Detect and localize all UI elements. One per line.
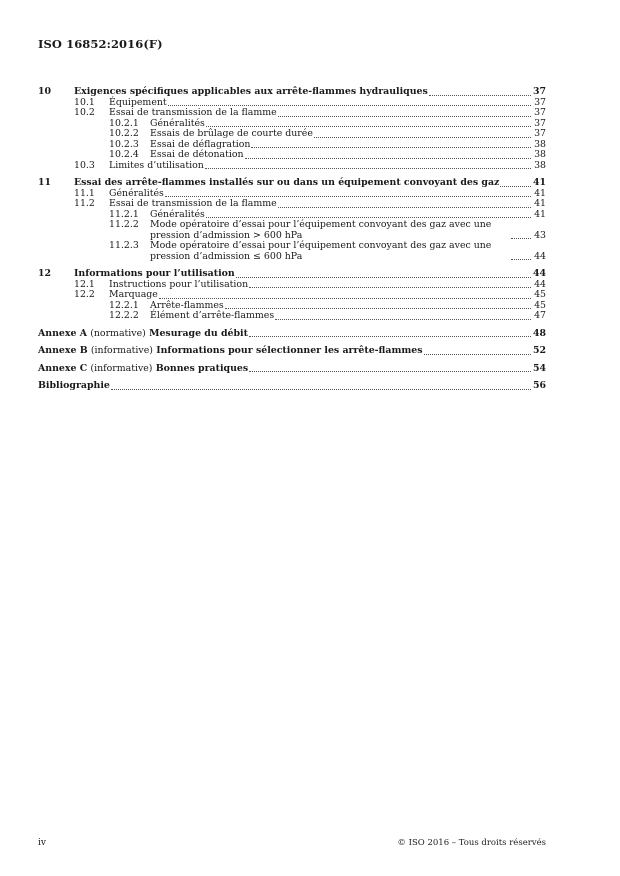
toc-page: 44 <box>534 250 546 262</box>
toc-entry-annex-c[interactable] <box>38 364 546 375</box>
dot-leader <box>236 277 531 278</box>
toc-page: 37 <box>534 117 546 129</box>
toc-number: 11.2.1 <box>109 208 139 220</box>
toc-title: Essai de déflagration <box>150 138 251 150</box>
toc-page: 44 <box>532 268 546 279</box>
toc-title: Informations pour l’utilisation <box>74 268 235 279</box>
toc-entry-11-2[interactable] <box>38 199 546 210</box>
toc-page: 47 <box>534 310 546 321</box>
annex-label: Annexe C <box>38 362 88 374</box>
dot-leader <box>424 354 531 355</box>
dot-leader <box>275 319 531 320</box>
toc-page: 56 <box>532 380 546 391</box>
toc-number: 11.2 <box>74 198 95 209</box>
dot-leader <box>206 217 531 218</box>
document-id: ISO 16852:2016(F) <box>38 37 163 51</box>
annex-title: Bonnes pratiques <box>155 362 249 374</box>
toc-entry-10-2-2[interactable] <box>38 129 546 140</box>
annex-kind: (normative) <box>90 327 146 339</box>
toc-number: 12.2.2 <box>109 310 139 321</box>
toc-entry-10[interactable] <box>38 87 546 98</box>
annex-label: Annexe B <box>38 345 88 356</box>
dot-leader <box>249 287 531 288</box>
dot-leader <box>245 158 531 159</box>
dot-leader <box>225 308 531 309</box>
toc-entry-annex-a[interactable] <box>38 329 546 340</box>
dot-leader <box>511 259 531 260</box>
toc-entry-10-2[interactable] <box>38 108 546 119</box>
toc-number: 11 <box>38 177 52 188</box>
toc-page: 37 <box>534 128 546 139</box>
toc-page: 38 <box>534 159 546 171</box>
dot-leader <box>205 168 531 169</box>
dot-leader <box>251 147 531 148</box>
annex-title: Mesurage du débit <box>149 327 248 339</box>
toc-page: 52 <box>532 345 546 356</box>
dot-leader <box>429 95 531 96</box>
toc-title: Instructions pour l’utilisation <box>109 278 249 290</box>
toc-number: 11.1 <box>74 187 95 199</box>
toc-entry-10-2-4[interactable] <box>38 150 546 161</box>
toc-page: 37 <box>534 107 546 118</box>
toc-number: 10.2.1 <box>109 117 139 129</box>
toc-page: 43 <box>534 229 546 241</box>
dot-leader <box>249 336 531 337</box>
toc-title: Généralités <box>109 187 164 199</box>
dot-leader <box>511 238 531 239</box>
copyright-notice: © ISO 2016 – Tous droits réservés <box>397 838 546 848</box>
toc-number: 11.2.2 <box>109 219 139 230</box>
toc-page: 41 <box>532 177 546 188</box>
toc-entry-bibliography[interactable] <box>38 381 546 392</box>
page-number: iv <box>38 838 46 848</box>
toc-page: 45 <box>534 299 546 311</box>
toc-entry-annex-b[interactable] <box>38 346 546 357</box>
table-of-contents <box>38 87 546 392</box>
annex-title: Informations pour sélectionner les arrête-flammes <box>156 345 423 356</box>
dot-leader <box>159 298 531 299</box>
toc-number: 10.2.2 <box>109 128 139 139</box>
toc-page: 38 <box>534 138 546 150</box>
toc-title: Marquage <box>109 289 158 300</box>
toc-page: 37 <box>532 86 546 97</box>
toc-number: 11.2.3 <box>109 240 139 251</box>
annex-kind: (informative) <box>90 362 153 374</box>
toc-number: 10.2.3 <box>109 138 139 150</box>
annex-kind: (informative) <box>90 345 153 356</box>
toc-title: Élément d’arrête-flammes <box>150 310 275 321</box>
dot-leader <box>165 196 531 197</box>
toc-page: 41 <box>534 208 546 220</box>
dot-leader <box>278 207 531 208</box>
annex-label: Annexe A <box>38 327 87 339</box>
toc-title: Généralités <box>150 208 205 220</box>
dot-leader <box>206 126 531 127</box>
toc-title: Exigences spécifiques applicables aux arrête-flammes hydrauliques <box>74 86 428 97</box>
toc-entry-11[interactable] <box>38 178 546 189</box>
toc-title: Équipement <box>109 96 167 108</box>
toc-page: 41 <box>534 187 546 199</box>
toc-number: 12.1 <box>74 278 95 290</box>
dot-leader <box>249 371 531 372</box>
toc-title: Généralités <box>150 117 205 129</box>
toc-title: Bibliographie <box>38 380 110 391</box>
toc-number: 10 <box>38 86 52 97</box>
toc-entry-11-2-3[interactable] <box>38 241 546 262</box>
toc-number: 12 <box>38 268 52 279</box>
toc-title: Arrête-flammes <box>150 299 224 311</box>
toc-page: 48 <box>532 327 546 339</box>
toc-entry-11-2-2[interactable] <box>38 220 546 241</box>
toc-page: 44 <box>534 278 546 290</box>
toc-title: Essais de brûlage de courte durée <box>150 128 313 139</box>
toc-number: 12.2.1 <box>109 299 139 311</box>
toc-page: 54 <box>532 362 546 374</box>
toc-title: Limites d’utilisation <box>109 159 204 171</box>
toc-title: Essai de détonation <box>150 149 244 160</box>
toc-page: 41 <box>534 198 546 209</box>
dot-leader <box>314 137 531 138</box>
toc-entry-12-2-2[interactable] <box>38 311 546 322</box>
dot-leader <box>111 389 531 390</box>
toc-title: Essai des arrête-flammes installés sur ou dans un équipement convoyant des gaz <box>74 177 500 188</box>
dot-leader <box>278 116 531 117</box>
toc-entry-12-2[interactable] <box>38 290 546 301</box>
toc-number: 10.3 <box>74 159 95 171</box>
toc-title: Mode opératoire d’essai pour l’équipement convoyant des gaz avec une pression d’admission ≤ 600 hPa <box>150 240 492 262</box>
toc-page: 45 <box>534 289 546 300</box>
toc-title: Essai de transmission de la flamme <box>109 107 277 118</box>
dot-leader <box>500 186 531 187</box>
toc-number: 10.2.4 <box>109 149 139 160</box>
dot-leader <box>168 105 531 106</box>
toc-entry-10-3[interactable] <box>38 161 546 172</box>
toc-number: 10.1 <box>74 96 95 108</box>
toc-number: 10.2 <box>74 107 95 118</box>
toc-title: Essai de transmission de la flamme <box>109 198 277 209</box>
toc-page: 37 <box>534 96 546 108</box>
toc-number: 12.2 <box>74 289 95 300</box>
toc-entry-12[interactable] <box>38 269 546 280</box>
toc-page: 38 <box>534 149 546 160</box>
toc-title: Mode opératoire d’essai pour l’équipement convoyant des gaz avec une pression d’admission > 600 hPa <box>150 219 492 241</box>
